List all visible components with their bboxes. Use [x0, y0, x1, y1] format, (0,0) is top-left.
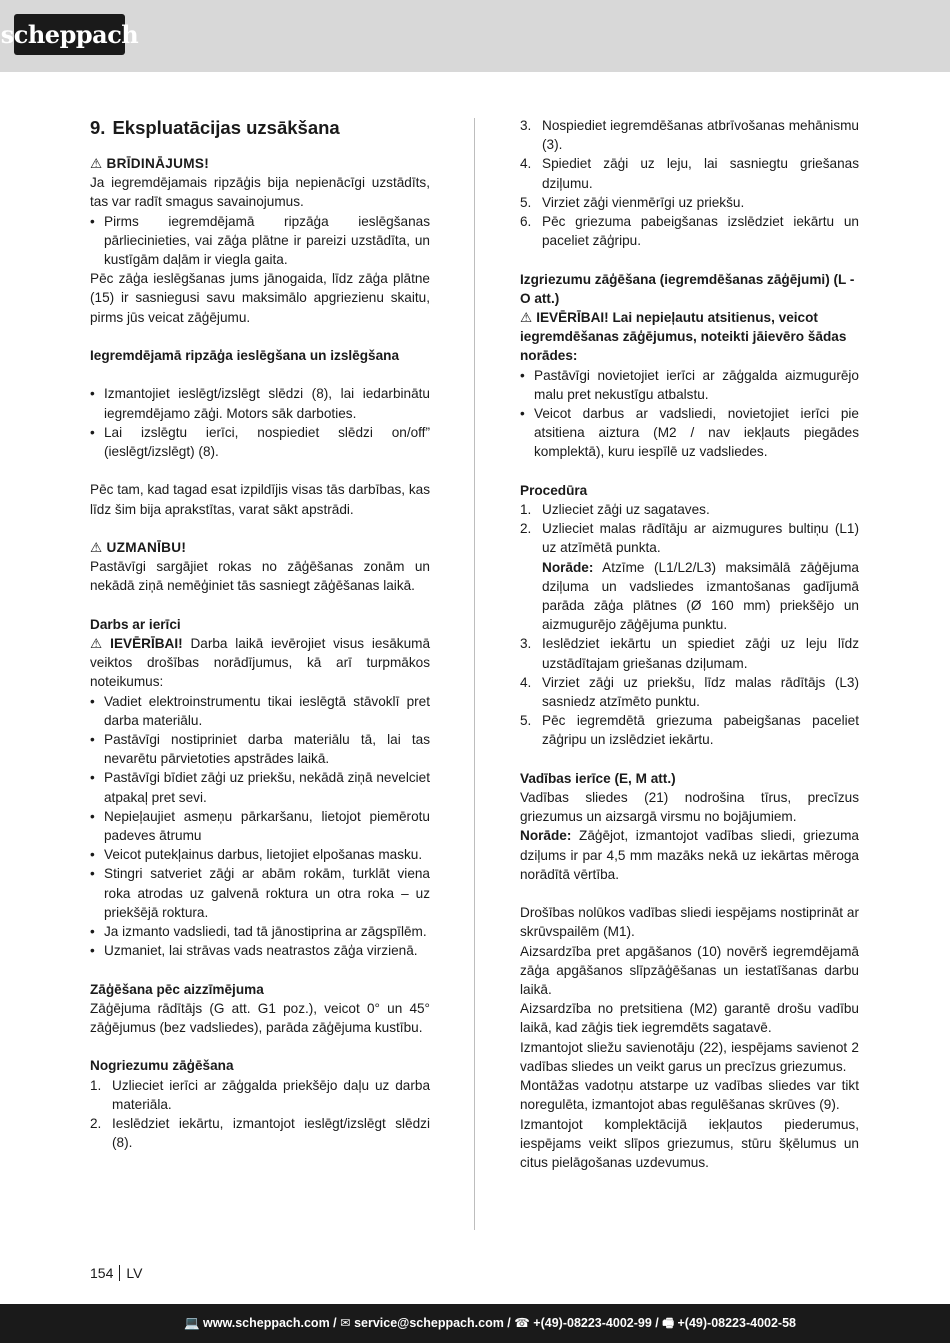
guide-note: [520, 826, 859, 884]
warning-title: BRĪDINĀJUMS!: [106, 156, 210, 171]
step-number: 6.: [520, 214, 532, 230]
paragraph: Aizsardzība no pretsitiena (M2) garantē drošu vadību laikā, kad zāģis tiek iegremdēts sagatavē.: [520, 1001, 859, 1036]
bullet-item: • Pastāvīgi bīdiet zāģi uz priekšu, nekādā ziņā nevelciet atpakaļ pret sevi.: [90, 768, 430, 806]
bullet-item: • Veicot darbus ar vadsliedi, novietojiet ierīci pie atsitiena aiztura (M2 / nav iekļauts piegādes komplektā), kuru iespīlē uz vadsliedes.: [520, 404, 859, 462]
step-note: [542, 558, 859, 635]
bullet-item: • Izmantojiet ieslēgt/izslēgt slēdzi (8), lai iedarbinātu iegremdējamo zāģi. Motors sāk darboties.: [90, 384, 430, 422]
plunge-attention: [520, 308, 859, 366]
bullet-item: • Pirms iegremdējamā ripzāģa ieslēgšanas pārliecinieties, vai zāģa plātne ir pareizi uzstādīta, un kustīgām daļām ir viegla gaita.: [90, 212, 430, 270]
step-text: Spiediet zāģi uz leju, lai sasniegtu griešanas dziļumu.: [542, 156, 859, 191]
step-number: 4.: [520, 156, 532, 172]
step-number: 4.: [520, 674, 532, 690]
bullet-item: • Ja izmanto vadsliedi, tad tā jānostiprina ar zāgspīlēm.: [90, 922, 430, 941]
work-heading: Darbs ar ierīci: [90, 616, 181, 632]
step-item: [520, 711, 859, 749]
step-item: [520, 500, 859, 519]
scheppach-logo: scheppach: [14, 14, 125, 55]
step-item: [520, 154, 859, 192]
step-text: Nospiediet iegremdēšanas atbrīvošanas mehānismu (3).: [542, 118, 859, 153]
step-number: 3.: [520, 636, 532, 652]
email-link[interactable]: service@scheppach.com: [354, 1315, 504, 1330]
step-text: Ieslēdziet iekārtu un spiediet zāģi uz leju līdz uzstādītajam griešanas dziļumam.: [542, 636, 859, 671]
footer-bar: 💻 www.scheppach.com / ✉ service@scheppach.com / ☎ +(49)-08223-4002-99 / 🖷 +(49)-08223-4002-58: [0, 1304, 950, 1343]
step-text: Uzlieciet zāģi uz sagataves.: [542, 502, 710, 518]
guide-heading: Vadības ierīce (E, M att.): [520, 770, 676, 786]
bullet-item: • Stingri satveriet zāģi ar abām rokām, turklāt viena roka atrodas uz galvenā roktura un otra roka – uz priekšējā roktura.: [90, 864, 430, 922]
bullet-item: • Uzmaniet, lai strāvas vads neatrastos zāģa virzienā.: [90, 941, 430, 960]
fax-icon: 🖷: [662, 1315, 678, 1330]
bullet-item: • Pastāvīgi novietojiet ierīci ar zāģgalda aizmugurējo malu pret nekustīgu atbalstu.: [520, 366, 859, 404]
section-title: [90, 116, 430, 140]
warning-text: Ja iegremdējamais ripzāģis bija nepienācīgi uzstādīts, tas var radīt smagus savainojumus.: [90, 175, 430, 210]
paragraph: Izmantojot komplektācijā iekļautos piederumus, iespējams veikt slīpos griezumus, stūru šķēlumus un citus pielāgošanas uzdevumus.: [520, 1116, 859, 1170]
caution-title: UZMANĪBU!: [106, 540, 187, 555]
step-number: 2.: [520, 521, 532, 537]
attention-label: IEVĒRĪBAI!: [110, 636, 183, 651]
bullet-item: • Veicot putekļainus darbus, lietojiet elpošanas masku.: [90, 845, 430, 864]
guide-text: Vadības sliedes (21) nodrošina tīrus, precīzus griezumus un aizsargā virsmu no bojājumiem.: [520, 790, 859, 825]
attention-body: Darba laikā ievērojiet visus iesākumā veiktos drošības norādījumus, kā arī turpmākos noteikumus:: [90, 636, 431, 690]
plunge-attention-text: IEVĒRĪBAI! Lai nepieļautu atsitienus, veicot iegremdēšanas zāģējumus, noteikti jāievēro šādas norādes:: [520, 310, 847, 364]
warning-triangle-icon: ⚠: [90, 156, 103, 171]
step-note-label: Norāde:: [542, 559, 594, 575]
guide-paragraphs: [520, 903, 859, 1172]
left-column: [90, 116, 430, 1152]
step-note-text: Atzīme (L1/L2/L3) maksimālā zāģējuma dziļuma un vadsliedes izmantošanas gadījumā parāda zāģa plātnes (Ø 160 mm) priekšējo un aizmugurējo zāģējuma punktu.: [542, 559, 859, 633]
paragraph: Pēc zāģa ieslēgšanas jums jānogaida, līdz zāģa plātne (15) ir sasniegusi savu maksimālo apgriezienu skaitu, pirms jūs veicat zāģējumu.: [90, 271, 430, 325]
page-separator: [119, 1265, 120, 1281]
step-number: 1.: [90, 1077, 102, 1093]
language-code: LV: [126, 1265, 143, 1281]
step-number: 2.: [90, 1116, 102, 1132]
guide-note-text: Zāģējot, izmantojot vadības sliedi, griezuma dziļums ir par 4,5 mm mazāks nekā uz iekārtas mēroga norādītā vērtība.: [520, 828, 859, 882]
step-item: [520, 673, 859, 711]
bullet-item: • Vadiet elektroinstrumentu tikai ieslēgtā stāvoklī pret darba materiālu.: [90, 692, 430, 730]
step-text: Ieslēdziet iekārtu, izmantojot ieslēgt/izslēgt slēdzi (8).: [112, 1116, 430, 1151]
website-link[interactable]: www.scheppach.com: [203, 1315, 330, 1330]
warning-heading: [90, 154, 430, 173]
computer-icon: 💻: [183, 1315, 204, 1330]
step-text: Virziet zāģi vienmērīgi uz priekšu.: [542, 194, 745, 210]
page-number-value: 154: [90, 1265, 114, 1281]
mark-text: Zāģējuma rādītājs (G att. G1 poz.), veicot 0° un 45° zāģējumus (bez vadsliedes), parāda zāģējuma kustību.: [90, 1000, 430, 1036]
step-text: Uzlieciet malas rādītāju ar aizmugures bultiņu (L1) uz atzīmētā punkta.: [542, 521, 859, 556]
section-title-text: Ekspluatācijas uzsākšana: [112, 117, 340, 138]
step-text: Uzlieciet ierīci ar zāģgalda priekšējo daļu uz darba materiāla.: [112, 1077, 430, 1112]
cut-steps: [90, 1076, 430, 1153]
paragraph: Pēc tam, kad tagad esat izpildījis visas tās darbības, kas līdz šim bija aprakstītas, varat sākt apstrādi.: [90, 482, 431, 517]
cut-steps-continued: [520, 116, 859, 250]
step-text: Pēc griezuma pabeigšanas izslēdziet iekārtu un paceliet zāģripu.: [542, 214, 859, 249]
switch-heading: Iegremdējamā ripzāģa ieslēgšana un izslēgšana: [90, 348, 400, 364]
step-number: 5.: [520, 194, 532, 210]
switch-bullets: [90, 384, 430, 461]
warning-bullets: [90, 212, 430, 270]
step-item: [520, 116, 859, 154]
plunge-heading: Izgriezumu zāģēšana (iegremdēšanas zāģējumi) (L - O att.): [520, 271, 855, 306]
warning-triangle-icon: ⚠: [90, 540, 103, 555]
work-bullets: [90, 692, 430, 961]
paragraph: Drošības nolūkos vadības sliedi iespējams nostiprināt ar skrūvspailēm (M1).: [520, 905, 859, 940]
step-text: Pēc iegremdētā griezuma pabeigšanas paceliet zāģripu un izslēdziet iekārtu.: [542, 713, 859, 748]
step-number: 5.: [520, 713, 532, 729]
step-item: [520, 212, 859, 250]
paragraph: Aizsardzība pret apgāšanos (10) novērš iegremdējamā zāģa apgāšanos slīpzāģēšanas un iestatīšanas darbu laikā.: [520, 943, 859, 998]
column-divider: [474, 118, 475, 1230]
plunge-bullets: [520, 366, 859, 462]
step-item: [90, 1114, 430, 1152]
step-item: [520, 519, 859, 634]
caution-text: Pastāvīgi sargājiet rokas no zāģēšanas zonām un nekādā ziņā nemēģiniet tās sasniegt zāģēšanas laikā.: [90, 559, 430, 594]
step-item: [520, 634, 859, 672]
fax-number: +(49)-08223-4002-58: [677, 1315, 796, 1330]
phone-number: +(49)-08223-4002-99: [533, 1315, 652, 1330]
step-item: [90, 1076, 430, 1114]
step-number: 3.: [520, 118, 532, 133]
page-number: [90, 1264, 142, 1283]
warning-triangle-icon: ⚠: [90, 636, 107, 651]
step-number: 1.: [520, 502, 532, 518]
attention-text: [90, 634, 430, 692]
paragraph: Montāžas vadotņu atstarpe uz vadības sliedes var tikt noregulēta, izmantojot abas regulēšanas skrūves (9).: [520, 1078, 859, 1113]
paragraph: Izmantojot sliežu savienotāju (22), iespējams savienot 2 vadības sliedes un veikt garus un precīzus griezumus.: [520, 1039, 859, 1074]
warning-triangle-icon: ⚠: [520, 310, 533, 326]
phone-icon: ☎: [514, 1315, 534, 1330]
bullet-item: • Nepieļaujiet asmeņu pārkaršanu, lietojot piemērotu padeves ātrumu: [90, 807, 430, 845]
mark-heading: Zāģēšana pēc aizzīmējuma: [90, 981, 264, 997]
step-text: Virziet zāģi uz priekšu, līdz malas rādītājs (L3) sasniedz atzīmēto punktu.: [542, 674, 859, 710]
bullet-item: • Lai izslēgtu ierīci, nospiediet slēdzi on/off” (ieslēgt/izslēgt) (8).: [90, 423, 430, 461]
procedure-heading: Procedūra: [520, 482, 588, 498]
mail-icon: ✉: [340, 1315, 355, 1330]
step-item: [520, 193, 859, 212]
procedure-steps: [520, 500, 859, 750]
guide-note-label: Norāde:: [520, 828, 572, 844]
cut-heading: Nogriezumu zāģēšana: [90, 1058, 234, 1074]
caution-heading: [90, 538, 430, 557]
right-column: [520, 116, 859, 1172]
section-number: 9.: [90, 117, 106, 138]
bullet-item: • Pastāvīgi nostipriniet darba materiālu tā, lai tas nevarētu pārvietoties apstrādes laikā.: [90, 730, 430, 768]
header-bar: [0, 0, 950, 72]
